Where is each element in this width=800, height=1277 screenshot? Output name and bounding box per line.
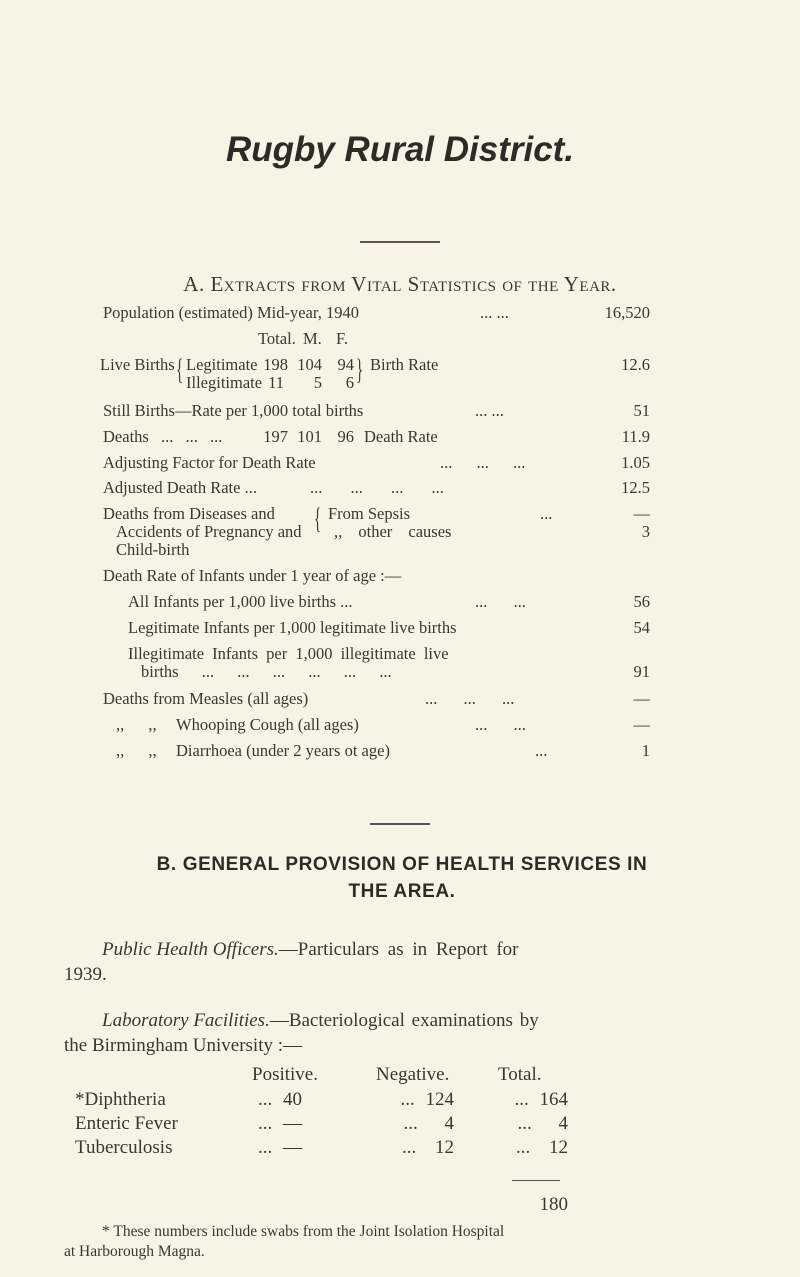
divider (370, 823, 430, 825)
death-rate-label: Death Rate (364, 427, 438, 446)
legitimate-label: Legitimate (186, 355, 258, 374)
illegitimate-f: 6 (345, 373, 354, 392)
sum-rule (512, 1180, 560, 1181)
row-negative: ... 12 (402, 1137, 454, 1158)
section-b-heading: B. GENERAL PROVISION OF HEALTH SERVICES IN (156, 854, 648, 875)
other-causes-label: ,, other causes (334, 522, 452, 541)
adjusting-factor-label: Adjusting Factor for Death Rate (103, 453, 316, 472)
infants-all-value: 56 (633, 592, 650, 611)
still-births-value: 51 (633, 401, 650, 420)
infant-heading: Death Rate of Infants under 1 year of age :— (103, 566, 402, 585)
header-positive: Positive. (252, 1064, 318, 1085)
maternal-label: Accidents of Pregnancy and (116, 522, 302, 541)
population-label: Population (estimated) Mid-year, 1940 (103, 303, 359, 322)
adjusting-factor-value: 1.05 (621, 453, 650, 472)
deaths-total: 197 (263, 427, 288, 446)
illegitimate-m: 5 (313, 373, 322, 392)
col-m: M. (303, 329, 322, 348)
row-name: *Diphtheria (75, 1089, 166, 1110)
deaths-f: 96 (337, 427, 354, 446)
legitimate-m: 104 (297, 355, 322, 374)
row-total: ... 164 (514, 1089, 568, 1110)
dots: ... ... (475, 401, 504, 420)
death-rate-value: 11.9 (621, 427, 650, 446)
divider (360, 241, 440, 243)
legitimate-total: 198 (263, 355, 288, 374)
footnote: * These numbers include swabs from the Joint Isolation Hospital (102, 1223, 505, 1240)
live-births-label: Live Births (100, 355, 175, 374)
col-f: F. (336, 329, 348, 348)
whooping-label: Whooping Cough (all ages) (176, 715, 359, 734)
dots: ... (540, 504, 553, 523)
infants-legit-value: 54 (633, 618, 650, 637)
dots: ... (535, 741, 548, 760)
infants-all-label: All Infants per 1,000 live births ... (128, 592, 353, 611)
dots: ... ... ... (440, 453, 526, 472)
ditto-marks: ,, ,, (116, 715, 157, 734)
footnote: at Harborough Magna. (64, 1243, 205, 1260)
sepsis-label: From Sepsis (328, 504, 411, 523)
brace: } (356, 353, 364, 386)
dots: ... ... (475, 715, 526, 734)
row-total: ... 4 (517, 1113, 568, 1134)
laboratory-text: the Birmingham University :— (64, 1035, 303, 1056)
row-positive: ... 40 (258, 1089, 302, 1110)
infants-illegit-label: Illegitimate Infants per 1,000 illegitimate live (128, 644, 449, 663)
whooping-value: — (633, 715, 650, 734)
brace: { (314, 502, 322, 535)
public-health-text: 1939. (64, 964, 107, 985)
birth-rate-value: 12.6 (621, 355, 650, 374)
row-name: Enteric Fever (75, 1113, 178, 1134)
header-total: Total. (498, 1064, 542, 1085)
public-health-text: —Particulars as in Report for (278, 939, 519, 960)
dots: ... ... (480, 303, 509, 322)
still-births-label: Still Births—Rate per 1,000 total births (103, 401, 364, 420)
measles-value: — (633, 689, 650, 708)
adjusted-rate-value: 12.5 (621, 478, 650, 497)
other-causes-value: 3 (641, 522, 650, 541)
header-negative: Negative. (376, 1064, 450, 1085)
ditto-marks: ,, ,, (116, 741, 157, 760)
laboratory-text: —Bacteriological examinations by (269, 1010, 539, 1031)
section-a-heading: A. Extracts from Vital Statistics of the Year. (183, 272, 617, 296)
dots: ... ... ... ... (310, 478, 444, 497)
row-positive: ... — (258, 1113, 302, 1134)
section-b-heading: THE AREA. (348, 881, 456, 902)
infants-legit-label: Legitimate Infants per 1,000 legitimate live births (128, 618, 457, 637)
diarrhoea-value: 1 (641, 741, 650, 760)
col-total: Total. (258, 329, 296, 348)
adjusted-rate-label: Adjusted Death Rate ... (103, 478, 257, 497)
dots: ... ... ... (425, 689, 515, 708)
illegitimate-total: 11 (268, 373, 284, 392)
row-positive: ... — (258, 1137, 302, 1158)
illegitimate-label: Illegitimate (186, 373, 263, 392)
dots: ... ... (475, 592, 526, 611)
maternal-label: Child-birth (116, 540, 190, 559)
row-negative: ... 124 (400, 1089, 454, 1110)
measles-label: Deaths from Measles (all ages) (103, 689, 309, 708)
row-negative: ... 4 (403, 1113, 454, 1134)
laboratory-title: Laboratory Facilities. (102, 1010, 270, 1031)
infants-illegit-value: 91 (633, 662, 650, 681)
grand-total: 180 (539, 1194, 568, 1215)
row-name: Tuberculosis (75, 1137, 173, 1158)
infants-illegit-label: births ... ... ... ... ... ... (141, 662, 392, 681)
diarrhoea-label: Diarrhoea (under 2 years ot age) (176, 741, 390, 760)
brace: { (176, 353, 184, 386)
public-health-title: Public Health Officers. (102, 939, 279, 960)
row-total: ... 12 (516, 1137, 568, 1158)
deaths-m: 101 (297, 427, 322, 446)
deaths-label: Deaths ... ... ... (103, 427, 223, 446)
maternal-label: Deaths from Diseases and (103, 504, 275, 523)
birth-rate-label: Birth Rate (370, 355, 439, 374)
sepsis-value: — (633, 504, 650, 523)
population-value: 16,520 (604, 303, 650, 322)
legitimate-f: 94 (337, 355, 354, 374)
page-title: Rugby Rural District. (225, 130, 575, 169)
